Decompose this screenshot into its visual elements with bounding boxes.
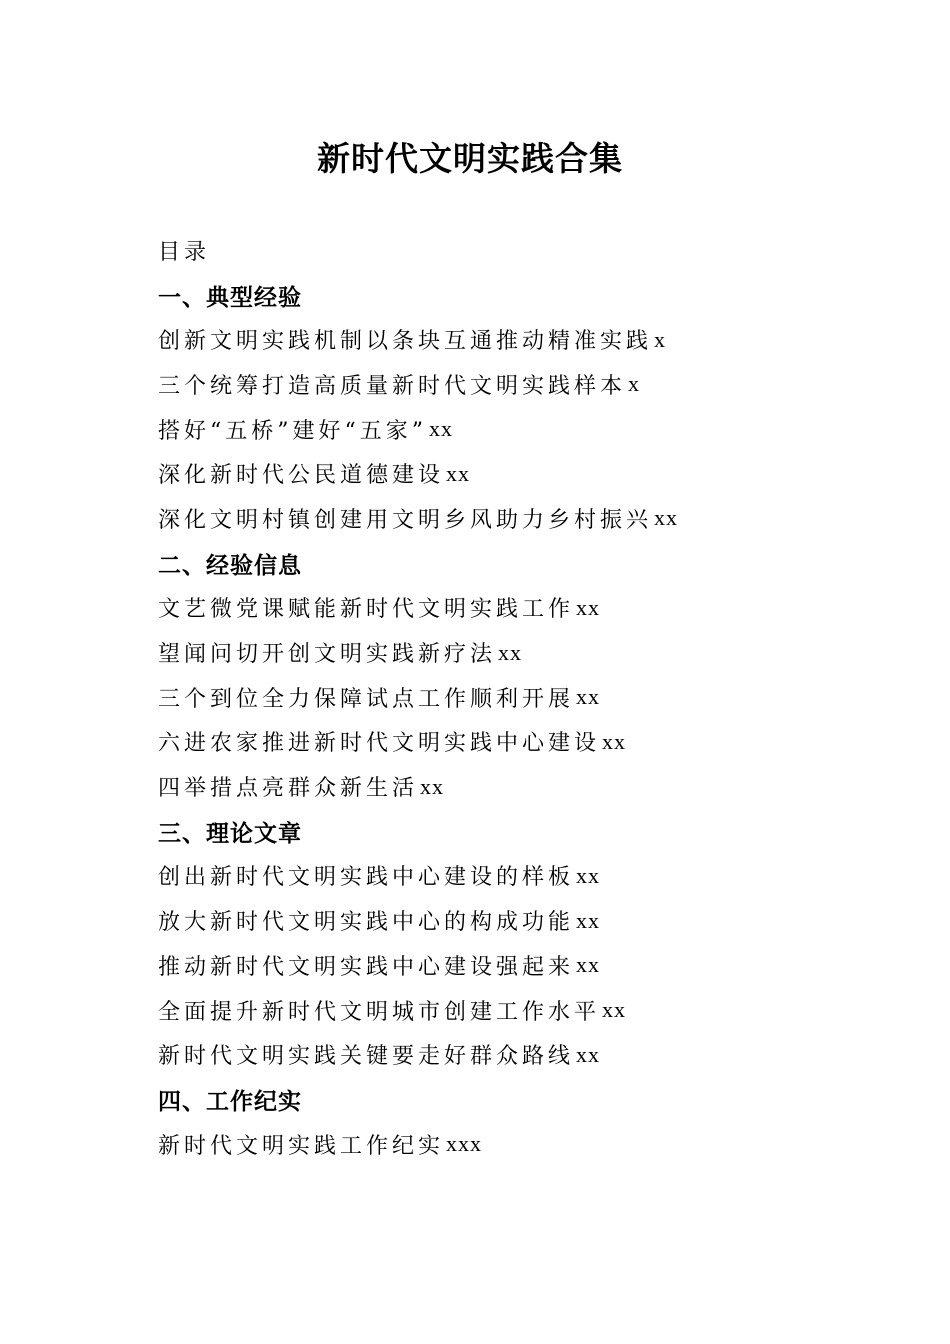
toc-entry-page: xxx (446, 1131, 483, 1157)
toc-entry[interactable] (158, 988, 858, 1033)
toc-entry-page: xx (498, 639, 523, 665)
document-title: 新时代文明实践合集 (317, 139, 623, 178)
toc-entry-page: xx (420, 773, 445, 799)
toc-entry[interactable] (158, 898, 858, 943)
toc-entry-title: 放大新时代文明实践中心的构成功能 (158, 910, 575, 936)
toc-entry-title: 文艺微党课赋能新时代文明实践工作 (158, 597, 575, 623)
toc-section-heading (158, 273, 858, 318)
toc-entry-title: 四举措点亮群众新生活 (158, 776, 419, 802)
toc-entry-page: xx (576, 952, 601, 978)
toc-entry-page: xx (602, 728, 627, 754)
toc-entry-page: xx (429, 416, 453, 442)
toc-entry-title: 创出新时代文明实践中心建设的样板 (158, 865, 575, 891)
toc-entry[interactable] (158, 720, 858, 765)
table-of-contents (158, 228, 858, 1166)
toc-entry-title: 三个统筹打造高质量新时代文明实践样本 (158, 373, 627, 399)
toc-entry[interactable] (158, 451, 858, 496)
toc-section-heading (158, 809, 858, 854)
section-heading: 二、经验信息 (158, 552, 302, 579)
toc-label-row (158, 228, 858, 273)
toc-entry-title: 新时代文明实践工作纪实 (158, 1133, 445, 1159)
toc-entry-title: 推动新时代文明实践中心建设强起来 (158, 954, 575, 980)
toc-entry-title: 望闻问切开创文明实践新疗法 (158, 642, 497, 668)
toc-entry[interactable] (158, 362, 858, 407)
toc-entry[interactable] (158, 675, 858, 720)
toc-entry-title: 搭好“五桥”建好“五家” (158, 418, 427, 444)
toc-entry-title: 六进农家推进新时代文明实践中心建设 (158, 731, 601, 757)
section-heading: 一、典型经验 (158, 284, 302, 311)
toc-entry-title: 全面提升新时代文明城市创建工作水平 (158, 999, 601, 1025)
toc-entry-title: 创新文明实践机制以条块互通推动精准实践 (158, 329, 653, 355)
toc-section-heading (158, 541, 858, 586)
toc-entry-page: xx (576, 1041, 601, 1067)
toc-entry-title: 深化文明村镇创建用文明乡风助力乡村振兴 (158, 507, 653, 533)
toc-entry[interactable] (158, 854, 858, 899)
toc-entry-page: x (654, 326, 667, 352)
toc-entry-page: x (628, 371, 641, 397)
toc-entry-page: xx (576, 862, 601, 888)
toc-entry[interactable] (158, 407, 858, 452)
section-heading: 三、理论文章 (158, 820, 302, 847)
toc-entry[interactable] (158, 317, 858, 362)
toc-entry-title: 三个到位全力保障试点工作顺利开展 (158, 686, 575, 712)
toc-entry-page: xx (576, 907, 601, 933)
toc-entry[interactable] (158, 1122, 858, 1167)
section-heading: 四、工作纪实 (158, 1088, 302, 1115)
toc-entry[interactable] (158, 630, 858, 675)
toc-entry-page: xx (602, 997, 627, 1023)
toc-entry-title: 深化新时代公民道德建设 (158, 463, 445, 489)
toc-entry[interactable] (158, 496, 858, 541)
toc-section-heading (158, 1077, 858, 1122)
toc-entry[interactable] (158, 943, 858, 988)
toc-entry-page: xx (654, 505, 679, 531)
toc-entry-page: xx (446, 460, 471, 486)
toc-entry-page: xx (576, 684, 601, 710)
toc-entry-page: xx (576, 594, 601, 620)
toc-entry[interactable] (158, 1032, 858, 1077)
toc-label: 目录 (158, 239, 211, 265)
toc-entry[interactable] (158, 764, 858, 809)
toc-entry[interactable] (158, 586, 858, 631)
toc-entry-title: 新时代文明实践关键要走好群众路线 (158, 1044, 575, 1070)
